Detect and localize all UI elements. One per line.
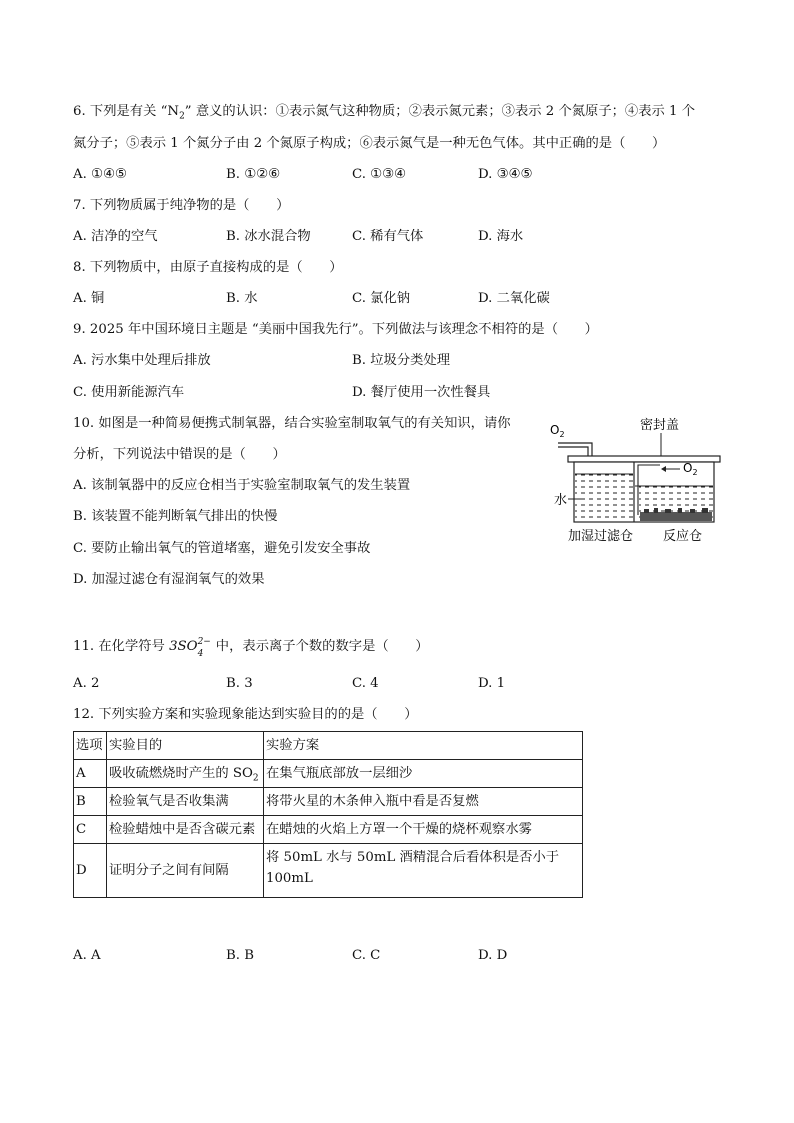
q12-option-b[interactable]: B. B [226, 948, 254, 963]
q11-option-c[interactable]: C. 4 [352, 676, 379, 691]
experiment-table [73, 731, 583, 898]
q12-option-a[interactable]: A. A [73, 948, 101, 963]
table-row [74, 760, 583, 788]
q11-option-b[interactable]: B. 3 [226, 676, 253, 691]
q12-stem: 12. 下列实验方案和实验现象能达到实验目的的是（ ） [73, 707, 418, 722]
q10-option-c[interactable]: C. 要防止输出氧气的管道堵塞，避免引发安全事故 [73, 541, 371, 556]
row-plan: 将带火星的木条伸入瓶中看是否复燃 [264, 788, 583, 816]
q7-stem: 7. 下列物质属于纯净物的是（ ） [73, 198, 290, 213]
q8-stem: 8. 下列物质中，由原子直接构成的是（ ） [73, 260, 343, 275]
row-option: C [74, 816, 107, 844]
table-row [74, 816, 583, 844]
q6-option-c[interactable]: C. ①③④ [352, 167, 406, 182]
q9-stem: 9. 2025 年中国环境日主题是 “美丽中国我先行”。下列做法与该理念不相符的是（ ） [73, 322, 598, 337]
sealed-lid [568, 456, 720, 462]
o2-inlet-label: $O_2$ [683, 461, 698, 477]
reaction-chamber-label: 反应仓 [663, 529, 703, 544]
table-row [74, 788, 583, 816]
left-water [575, 474, 633, 521]
header-plan: 实验方案 [264, 732, 583, 760]
row-goal: 检验氧气是否收集满 [107, 788, 264, 816]
row-goal: 检验蜡烛中是否含碳元素 [107, 816, 264, 844]
header-option: 选项 [74, 732, 107, 760]
q6-stem-line1: 6. 下列是有关 “$N_2$” 意义的认识：①表示氮气这种物质；②表示氮元素；③表示 2 个氮原子；④表示 1 个 [73, 104, 696, 122]
row-goal: 证明分子之间有间隔 [107, 844, 264, 898]
q9-option-c[interactable]: C. 使用新能源汽车 [73, 385, 185, 400]
o2-outlet-label: $O_2$ [550, 423, 565, 439]
water-label: 水 [554, 493, 568, 508]
row-plan: 将 50mL 水与 50mL 酒精混合后看体积是否小于 100mL [264, 844, 583, 898]
q12-option-c[interactable]: C. C [352, 948, 381, 963]
table-header-row [74, 732, 583, 760]
table-row [74, 844, 583, 898]
row-option: A [74, 760, 107, 788]
q7-option-b[interactable]: B. 冰水混合物 [226, 229, 311, 244]
q6-option-a[interactable]: A. ①④⑤ [73, 167, 127, 182]
q10-stem-line2: 分析，下列说法中错误的是（ ） [73, 447, 286, 462]
q11-option-a[interactable]: A. 2 [73, 676, 100, 691]
q8-option-a[interactable]: A. 铜 [73, 291, 105, 306]
q8-option-c[interactable]: C. 氯化钠 [352, 291, 411, 306]
q7-option-c[interactable]: C. 稀有气体 [352, 229, 424, 244]
q6-option-b[interactable]: B. ①②⑥ [226, 167, 280, 182]
q8-option-b[interactable]: B. 水 [226, 291, 258, 306]
humidify-filter-label: 加湿过滤仓 [568, 529, 634, 544]
q12-option-d[interactable]: D. D [478, 948, 508, 963]
q11-stem: 11. 在化学符号 3SO 2− 4 中，表示离子个数的数字是（ ） [73, 637, 429, 659]
q8-option-d[interactable]: D. 二氧化碳 [478, 291, 550, 306]
q9-option-a[interactable]: A. 污水集中处理后排放 [73, 353, 211, 368]
q9-option-b[interactable]: B. 垃圾分类处理 [352, 353, 451, 368]
row-option: D [74, 844, 107, 898]
q9-option-d[interactable]: D. 餐厅使用一次性餐具 [352, 385, 491, 400]
row-goal: 吸收硫燃烧时产生的 $SO_2$ [107, 760, 264, 788]
row-plan: 在集气瓶底部放一层细沙 [264, 760, 583, 788]
ion-formula: 3SO 2− 4 [169, 637, 211, 659]
header-goal: 实验目的 [107, 732, 264, 760]
q6-option-d[interactable]: D. ③④⑤ [478, 167, 533, 182]
q11-option-d[interactable]: D. 1 [478, 676, 506, 691]
q7-option-d[interactable]: D. 海水 [478, 229, 524, 244]
q7-option-a[interactable]: A. 洁净的空气 [73, 229, 158, 244]
q10-stem-line1: 10. 如图是一种简易便携式制氧器，结合实验室制取氧气的有关知识，请你 [73, 416, 511, 431]
q10-option-a[interactable]: A. 该制氧器中的反应仓相当于实验室制取氧气的发生装置 [73, 478, 411, 493]
row-plan: 在蜡烛的火焰上方罩一个干燥的烧杯观察水雾 [264, 816, 583, 844]
oxygen-generator-diagram [540, 412, 730, 552]
q6-stem-line2: 氮分子；⑤表示 1 个氮分子由 2 个氮原子构成；⑥表示氮气是一种无色气体。其中正确的是（ ） [73, 136, 666, 151]
row-option: B [74, 788, 107, 816]
q10-option-b[interactable]: B. 该装置不能判断氧气排出的快慢 [73, 509, 278, 524]
sealed-lid-label: 密封盖 [640, 418, 680, 433]
q10-option-d[interactable]: D. 加湿过滤仓有湿润氧气的效果 [73, 572, 265, 587]
